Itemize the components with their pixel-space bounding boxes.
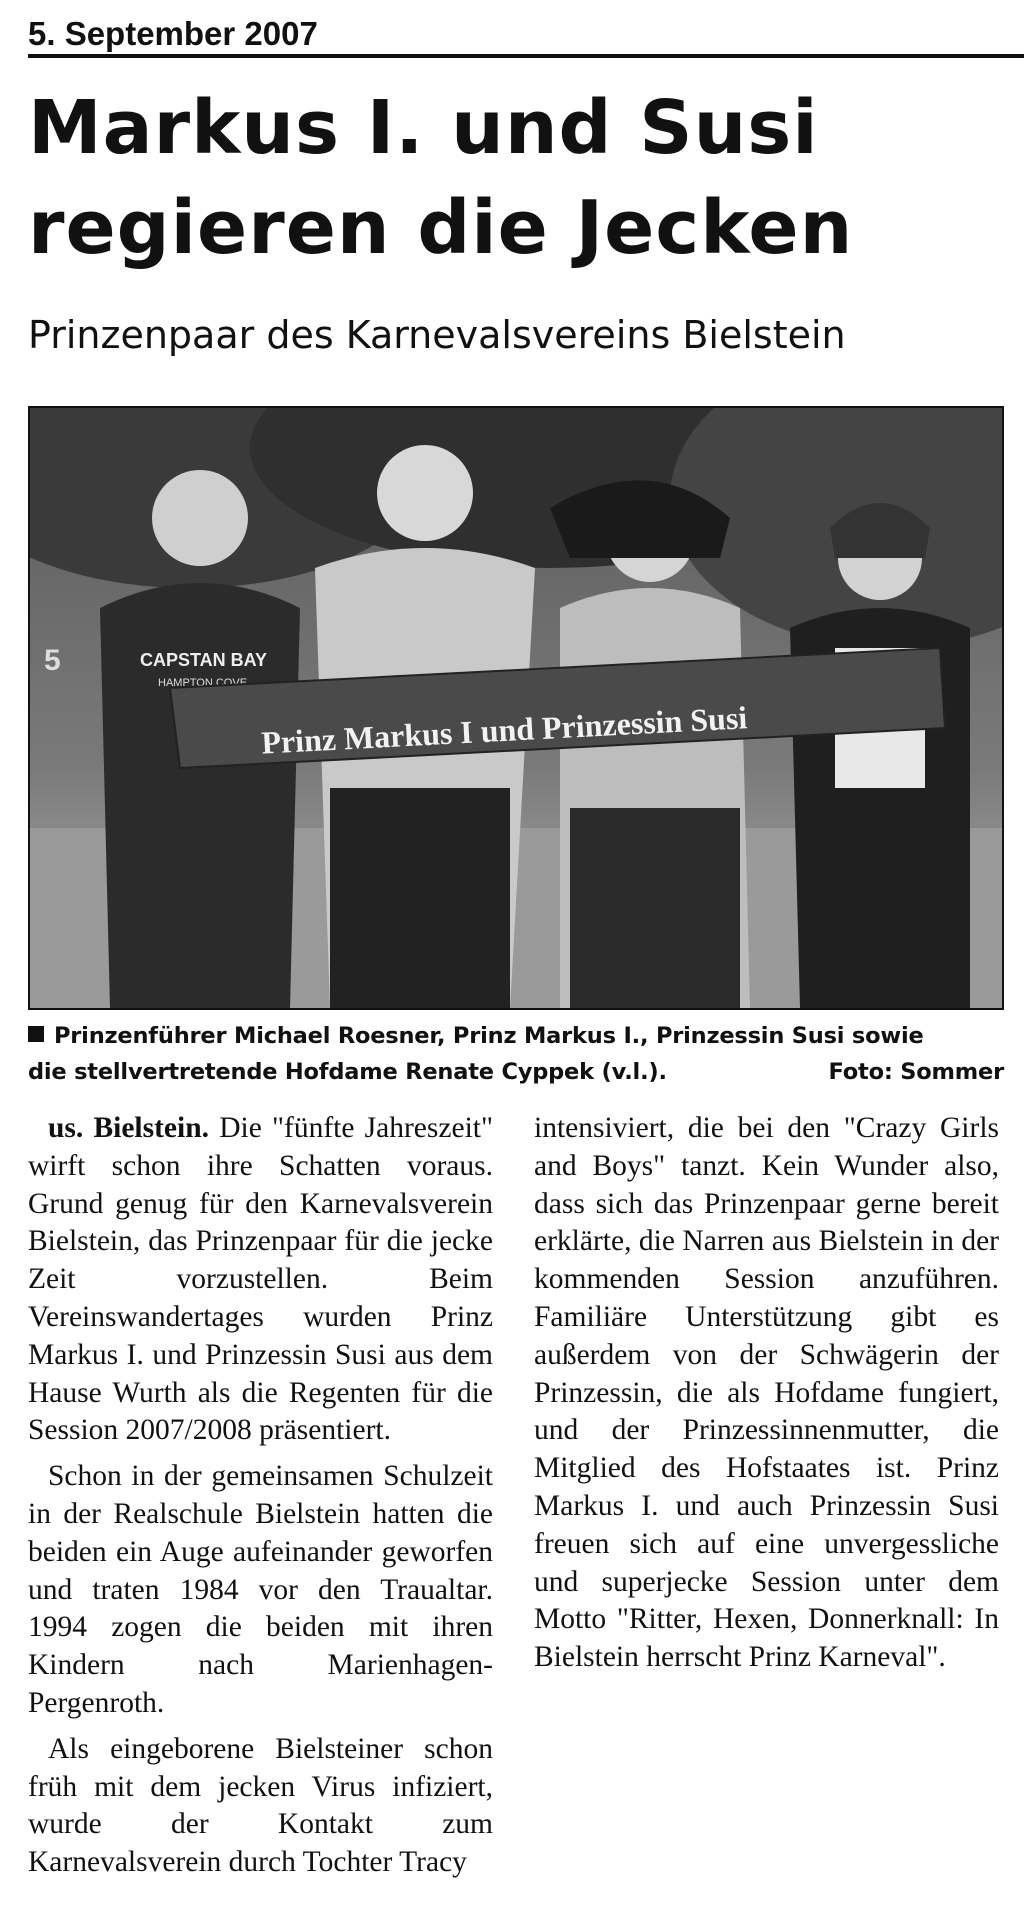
body-paragraph-3: Als eingeborene Bielsteiner schon früh mit dem jecken Virus infiziert, wurde der Kontakt zum Karnevalsverein durch Tochter Tracy — [28, 1732, 493, 1879]
news-photo — [28, 406, 1004, 1010]
body-paragraph-2: Schon in der gemeinsamen Schulzeit in der Realschule Bielstein hatten die beiden ein Auge aufeinander geworfen und traten 1984 vor den Traualtar. 1994 zogen die beiden mit ihren Kindern nach Marienhagen-Pergenroth. — [28, 1460, 493, 1719]
shirt-number: 5 — [44, 644, 61, 677]
article-column-left — [28, 1110, 493, 1890]
header-rule — [28, 54, 1024, 58]
dateline: us. Bielstein. — [48, 1112, 209, 1144]
subtitle: Prinzenpaar des Karnevalsvereins Bielstein — [28, 313, 846, 357]
headline — [28, 78, 1008, 278]
headline-line-2: regieren die Jecken — [28, 185, 854, 271]
square-bullet-icon — [28, 1026, 44, 1042]
body-paragraph-1: us. Bielstein. Die "fünfte Jahreszeit" wirft schon ihre Schatten voraus. Grund genug für den Karnevalsverein Bielstein, das Prinzenpaar für die jecke Zeit vorzustellen. Beim Vereinswandertages wurden Prinz Markus I. und Prinzessin Susi aus dem Hause Wurth als die Regenten für die Session 2007/2008 präsentiert. — [28, 1112, 494, 1447]
photo-caption — [28, 1018, 1004, 1090]
body-paragraph-3-continued: intensiviert, die bei den "Crazy Girls and Boys" tanzt. Kein Wunder also, dass sich das Prinzenpaar gerne bereit erklärte, die Narren aus Bielstein in der kommenden Session anzuführen. Familiäre Unterstützung gibt es außerdem von der Schwägerin der Prinzessin, die als Hofdame fungiert, und der Prinzessinnenmutter, die Mitglied des Hofstaates ist. Prinz Markus I. und auch Prinzessin Susi freuen sich auf eine unvergessliche und superjecke Session unter dem Motto "Ritter, Hexen, Donnerknall: In Bielstein herrscht Prinz Karneval". — [534, 1112, 999, 1674]
shirt-print-sub: HAMPTON COVE — [158, 677, 248, 689]
sash-text: Prinz Markus I und Prinzessin Susi — [260, 699, 748, 761]
publication-date: 5. September 2007 — [28, 15, 318, 52]
caption-line-2: die stellvertretende Hofdame Renate Cyppek (v.l.). Foto: Sommer — [28, 1054, 1004, 1090]
headline-line-1: Markus I. und Susi — [28, 85, 819, 171]
caption-line-1: Prinzenführer Michael Roesner, Prinz Markus I., Prinzessin Susi sowie — [28, 1018, 1004, 1054]
photo-credit: Foto: Sommer — [828, 1059, 1004, 1085]
article-column-right — [534, 1110, 999, 1685]
shirt-print: CAPSTAN BAY — [140, 650, 268, 670]
